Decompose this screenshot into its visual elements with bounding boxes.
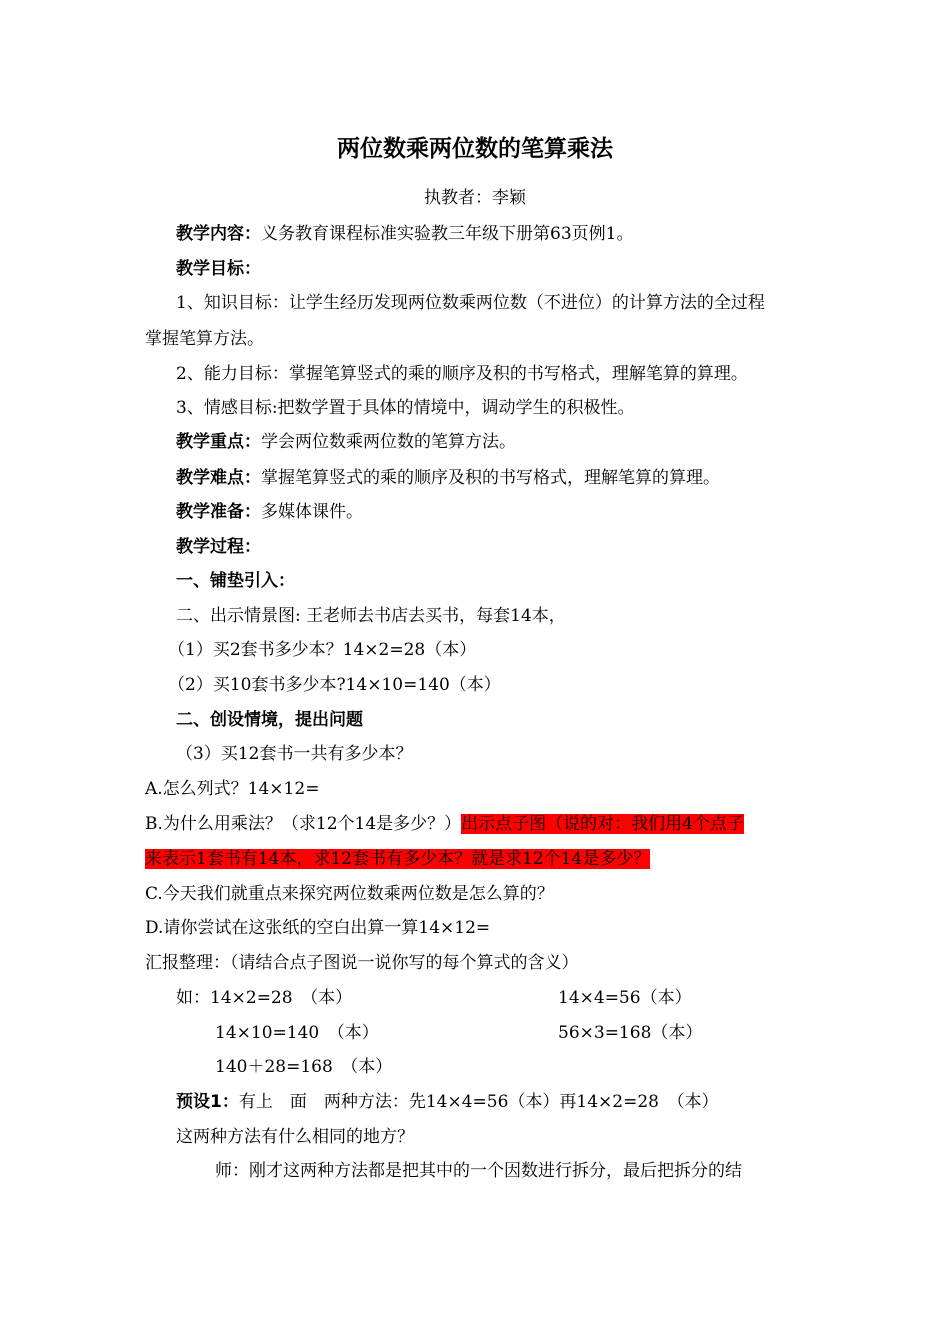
- prep-label: 教学准备：: [176, 502, 261, 522]
- preset1-question: 这两种方法有什么相同的地方？: [176, 1127, 414, 1147]
- section2-heading: 二、创设情境，提出问题: [176, 710, 363, 730]
- teaching-difficulty: [176, 466, 720, 490]
- author-line: 执教者：李颖: [424, 188, 526, 208]
- section1-heading: 一、铺垫引入：: [176, 571, 295, 591]
- item-d: D.请你尝试在这张纸的空白出算一算14×12=: [145, 918, 491, 938]
- section1-intro: 二、出示情景图: 王老师去书店去买书，每套14本，: [176, 606, 566, 626]
- teacher-remark: 师：刚才这两种方法都是把其中的一个因数进行拆分，最后把拆分的结: [215, 1161, 742, 1181]
- preset1-line: [176, 1090, 718, 1114]
- goal-knowledge-line1: 1、知识目标：让学生经历发现两位数乘两位数（不进位）的计算方法的全过程: [176, 293, 765, 313]
- calc-row2-right: 56×3=168（本）: [558, 1023, 703, 1043]
- question-2: （2）买10套书多少本?14×10=140（本）: [168, 675, 501, 695]
- preset1-text: 有上 面 两种方法：先14×4=56（本）再14×2=28 （本）: [238, 1092, 719, 1112]
- page-title: 两位数乘两位数的笔算乘法: [337, 136, 613, 162]
- goal-emotion: 3、情感目标:把数学置于具体的情境中，调动学生的积极性。: [176, 398, 635, 418]
- calc-row3-left: 140＋28=168 （本）: [215, 1057, 393, 1077]
- goal-ability: 2、能力目标：掌握笔算竖式的乘的顺序及积的书写格式，理解笔算的算理。: [176, 364, 748, 384]
- teaching-content-label: 教学内容：: [176, 224, 261, 244]
- question-3: （3）买12套书一共有多少本？: [176, 744, 413, 764]
- calc-row1-right: 14×4=56（本）: [558, 988, 692, 1008]
- teaching-process-label: 教学过程：: [176, 537, 261, 557]
- calc-row2-left: 14×10=140 （本）: [215, 1023, 379, 1043]
- item-b: [145, 812, 744, 836]
- goal-knowledge-line2: 掌握笔算方法。: [145, 329, 264, 349]
- key-point-text: 学会两位数乘两位数的笔算方法。: [261, 432, 516, 452]
- calc-row1-left: 如：14×2=28 （本）: [176, 988, 353, 1008]
- report-heading: 汇报整理：（请结合点子图说一说你写的每个算式的含义）: [145, 953, 579, 973]
- highlighted-note-line2-row: [145, 847, 650, 871]
- difficulty-text: 掌握笔算竖式的乘的顺序及积的书写格式，理解笔算的算理。: [261, 468, 720, 488]
- item-a: A.怎么列式？14×12=: [145, 779, 320, 799]
- teaching-key-point: [176, 430, 516, 454]
- teaching-content-text: 义务教育课程标准实验教三年级下册第63页例1。: [261, 224, 634, 244]
- item-c: C.今天我们就重点来探究两位数乘两位数是怎么算的？: [145, 884, 554, 904]
- item-b-text: B.为什么用乘法？（求12个14是多少？）: [145, 814, 462, 834]
- prep-text: 多媒体课件。: [261, 502, 363, 522]
- teaching-content: [176, 222, 633, 246]
- teaching-goals-label: 教学目标：: [176, 259, 261, 279]
- difficulty-label: 教学难点：: [176, 468, 261, 488]
- question-1: （1）买2套书多少本？14×2=28（本）: [168, 640, 477, 660]
- teaching-prep: [176, 500, 363, 524]
- key-point-label: 教学重点：: [176, 432, 261, 452]
- highlighted-note-line1: 出示点子图（说的对：我们用4个点子: [461, 814, 744, 834]
- preset1-label: 预设1：: [176, 1092, 239, 1112]
- highlighted-note-line2: 来表示1套书有14本，求12套书有多少本？就是求12个14是多少？: [145, 849, 651, 869]
